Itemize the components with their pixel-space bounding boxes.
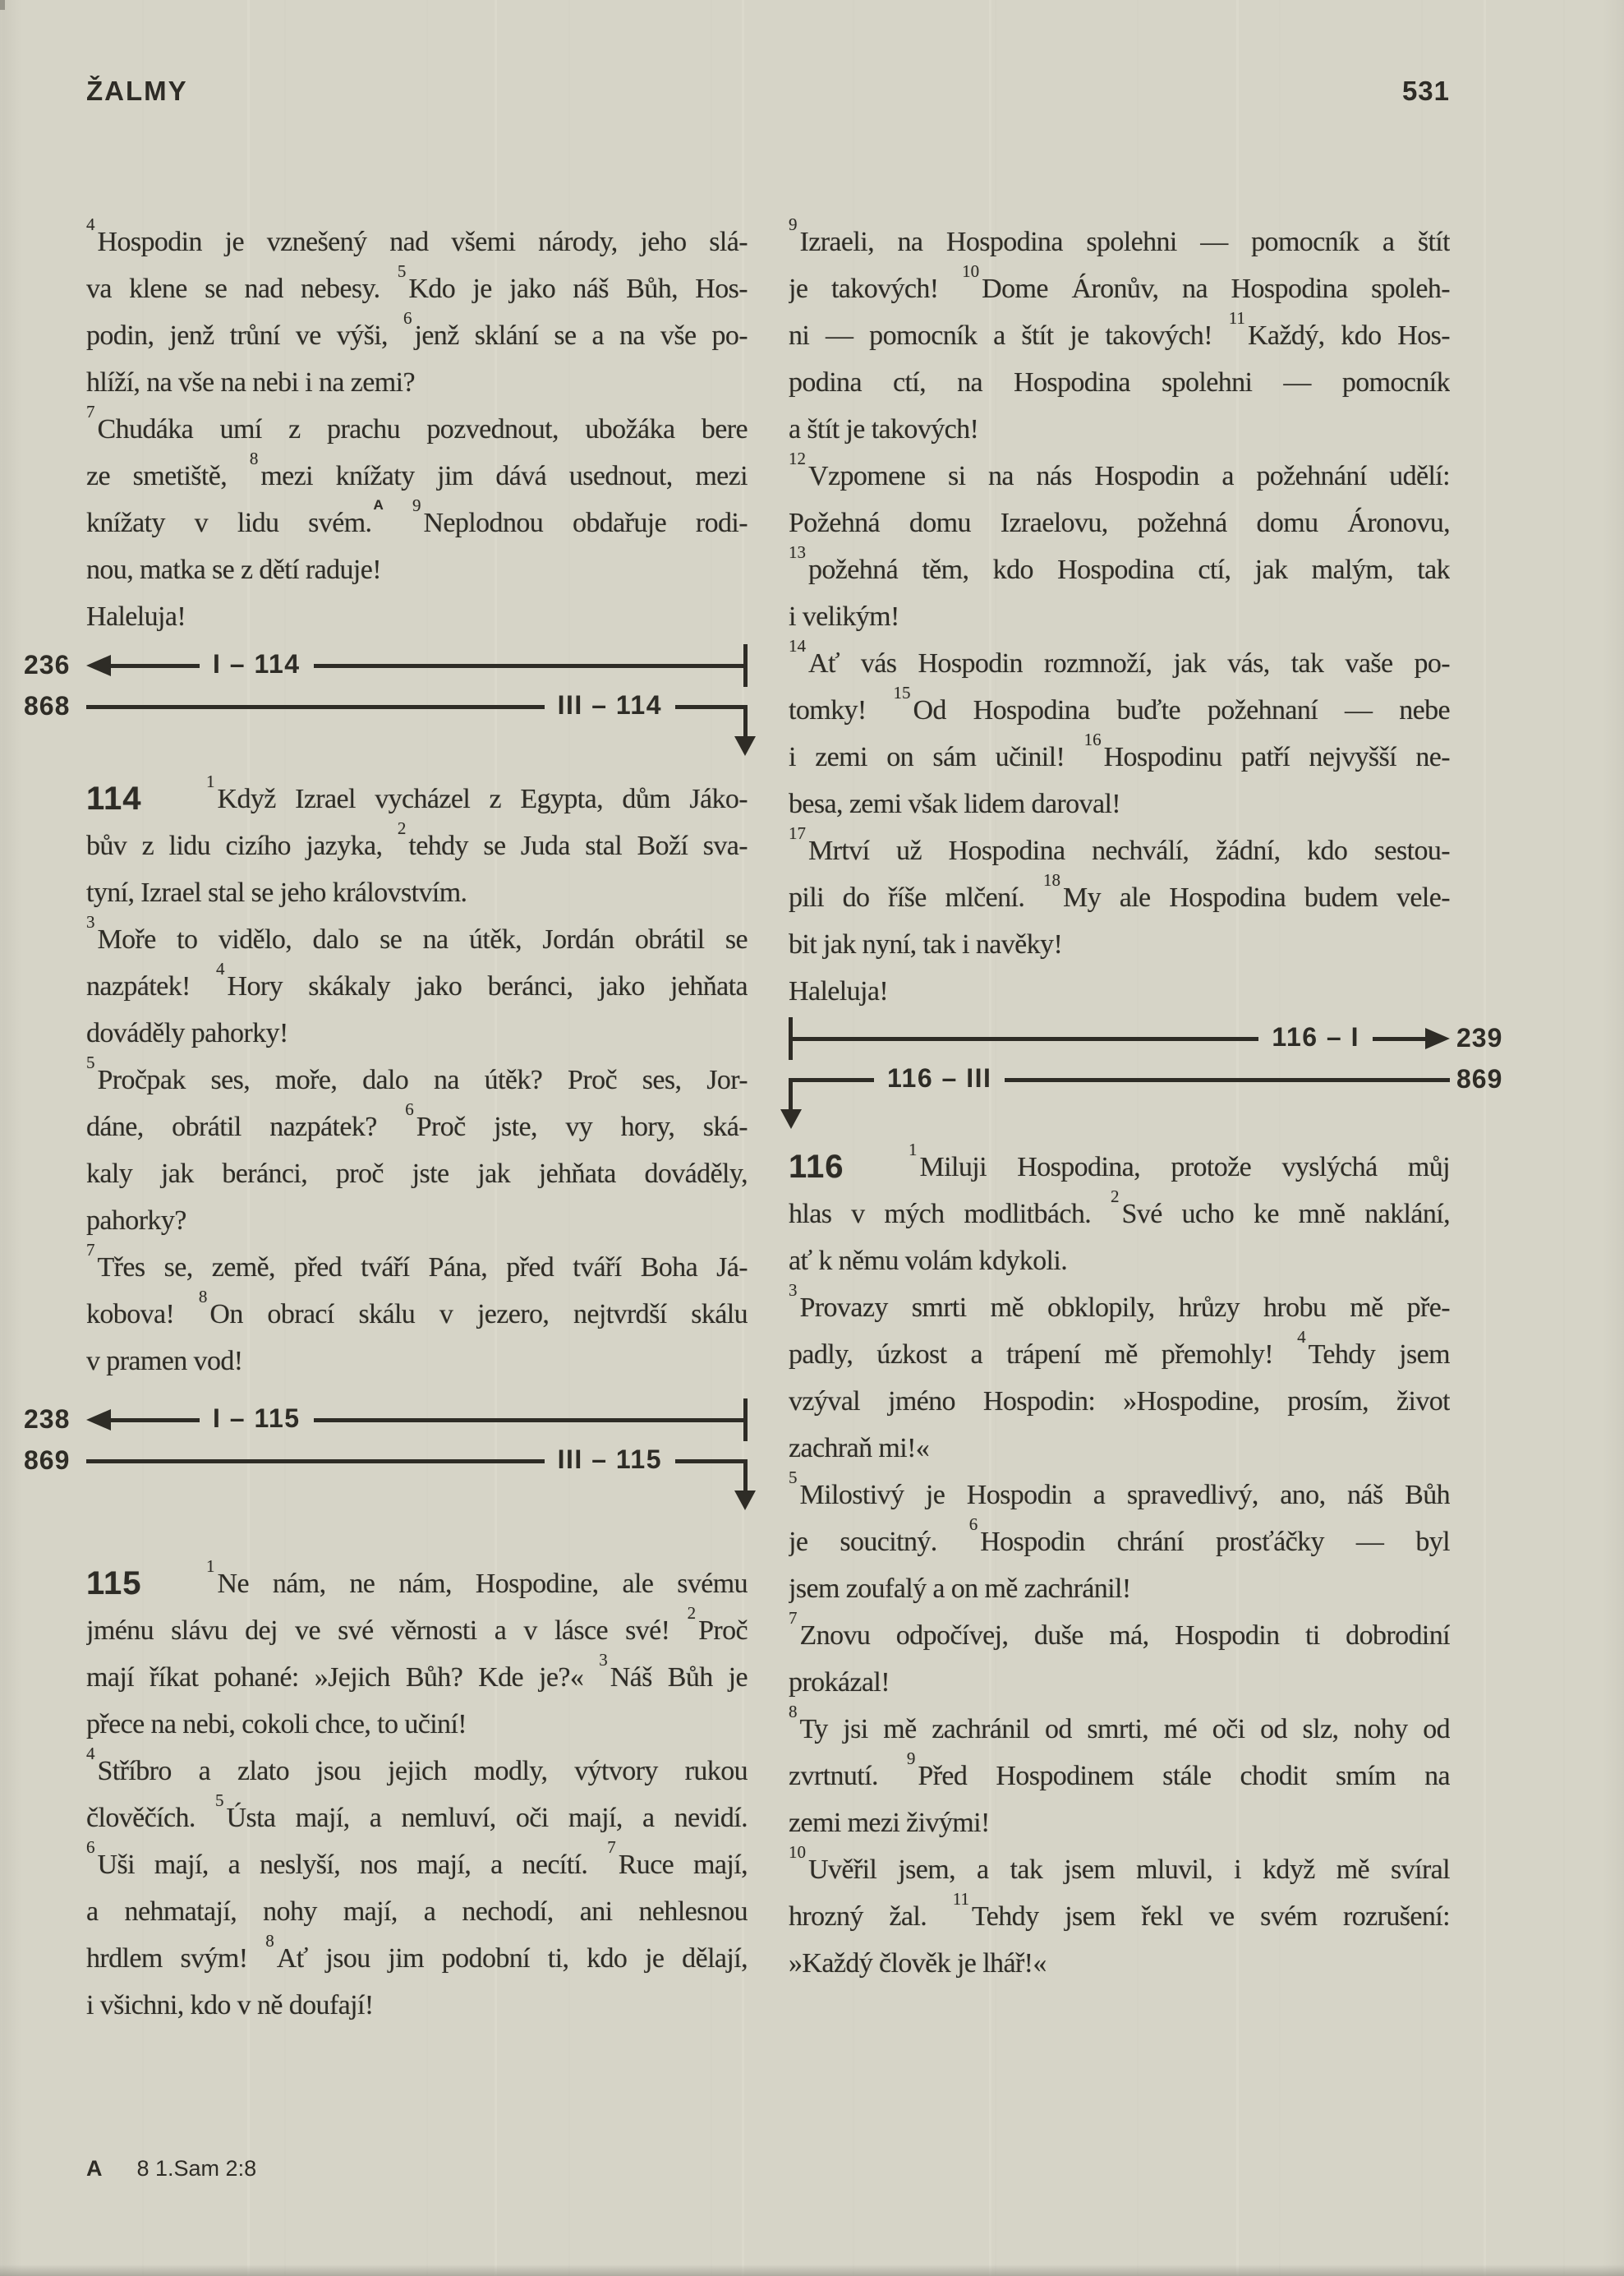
diagram-line <box>111 664 200 668</box>
text-line: 114 $^1$Když Izrael vycházel z Egypta, dům Jáko- <box>86 776 748 822</box>
text-line: jsem zoufalý a on mě zachránil! <box>789 1573 1131 1604</box>
text-line: pili do říše mlčení. $^{18}$My ale Hospodina budem vele- <box>789 874 1450 921</box>
arrow-right-icon <box>1425 1028 1450 1049</box>
diagram-label: 116 – III <box>887 1062 992 1093</box>
verse-number: 4 <box>216 963 225 979</box>
reference-diagram-psalm_114 <box>24 640 748 776</box>
text-line: pahorky? <box>86 1205 186 1236</box>
text-line: ze smetiště, $^8$mezi knížaty jim dává usednout, mezi <box>86 453 748 500</box>
page-number: 531 <box>1401 76 1450 106</box>
text-line: hlas v mých modlitbách. $^2$Své ucho ke mně naklání, <box>789 1191 1450 1237</box>
text-line: i zemi on sám učinil! $^{16}$Hospodinu patří nejvyšší ne- <box>789 734 1450 781</box>
diagram-label: 116 – I <box>1272 1021 1359 1052</box>
text-line: tomky! $^{15}$Od Hospodina buďte požehnaní — nebe <box>789 687 1450 734</box>
text-line: kaly jak beránci, proč jste jak jehňata dováděly, <box>86 1159 748 1189</box>
psalm-text <box>789 219 1450 1015</box>
text-line: vzýval jméno Hospodin: »Hospodine, prosím, život <box>789 1386 1450 1417</box>
text-line: $^7$Znovu odpočívej, duše má, Hospodin ti dobrodiní <box>789 1612 1450 1659</box>
verse-number: 6 <box>968 1518 978 1534</box>
text-line: $^3$Provazy smrti mě obklopily, hrůzy hrobu mě pře- <box>789 1284 1450 1331</box>
arrow-down-icon <box>734 736 756 756</box>
psalm-114-text <box>86 776 748 1384</box>
text-line: i všichni, kdo v ně doufají! <box>86 1990 374 2020</box>
psalm-number: 116 <box>789 1149 844 1185</box>
right-column <box>789 219 1503 1987</box>
verse-number: 11 <box>952 1893 969 1909</box>
diagram-number: 868 <box>24 690 71 721</box>
verse-number: 2 <box>687 1607 697 1623</box>
text-line: a nehmatají, nohy mají, a nechodí, ani nehlesnou <box>86 1896 748 1927</box>
text-line: va klene se nad nebesy. $^5$Kdo je jako náš Bůh, Hos- <box>86 265 748 312</box>
text-line: Požehná domu Izraelovu, požehná domu Áronovu, <box>789 508 1450 538</box>
text-line: v pramen vod! <box>86 1346 243 1376</box>
psalm-115-text <box>86 1560 748 2029</box>
text-line: $^4$Hospodin je vznešený nad všemi národy, jeho slá- <box>86 219 748 265</box>
text-line: podin, jenž trůní ve výši, $^6$jenž sklání se a na vše po- <box>86 312 748 359</box>
verse-number: 5 <box>397 265 407 281</box>
diagram-line <box>86 1459 545 1463</box>
diagram-line <box>86 705 545 709</box>
text-line: a štít je takových! <box>789 414 979 445</box>
text-line: zachraň mi!« <box>789 1433 930 1463</box>
diagram-number: 869 <box>24 1444 71 1475</box>
verse-number: 6 <box>405 1103 414 1119</box>
text-line: $^4$Stříbro a zlato jsou jejich modly, výtvory rukou <box>86 1748 748 1795</box>
psalm-116-text <box>789 1144 1450 1987</box>
diagram-label: III – 115 <box>557 1444 662 1474</box>
verse-number: 14 <box>789 640 806 656</box>
text-line: kobova! $^8$On obrací skálu v jezero, nejtvrdší skálu <box>86 1291 748 1338</box>
verse-number: 7 <box>607 1841 616 1857</box>
arrow-left-icon <box>86 1409 111 1431</box>
verse-number: 9 <box>412 500 421 515</box>
text-line: je soucitný. $^6$Hospodin chrání prosťáčky — byl <box>789 1518 1450 1565</box>
verse-number: 5 <box>86 1057 95 1072</box>
diagram-line <box>1005 1078 1450 1082</box>
text-line: $^8$Ty jsi mě zachránil od smrti, mé oči od slz, nohy od <box>789 1706 1450 1753</box>
arrow-left-icon <box>86 655 111 676</box>
diagram-line <box>789 1037 1258 1041</box>
text-line: Haleluja! <box>789 976 889 1007</box>
diagram-row <box>24 1399 748 1440</box>
diagram-corner-line <box>789 1078 793 1111</box>
diagram-number: 238 <box>24 1403 71 1434</box>
text-line: hrdlem svým! $^8$Ať jsou jim podobní ti, kdo je dělají, <box>86 1935 748 1982</box>
text-line: bův z lidu cizího jazyka, $^2$tehdy se Juda stal Boží sva- <box>86 822 748 869</box>
diagram-line <box>111 1418 200 1422</box>
verse-number: 7 <box>86 1244 95 1260</box>
text-line: dáne, obrátil nazpátek? $^6$Proč jste, vy hory, ská- <box>86 1103 748 1150</box>
text-line: jménu slávu dej ve své věrnosti a v lásce své! $^2$Proč <box>86 1607 748 1654</box>
diagram-number: 239 <box>1456 1022 1503 1053</box>
psalm-number: 114 <box>86 781 142 817</box>
verse-number: 1 <box>206 1560 215 1576</box>
diagram-label: III – 114 <box>557 689 662 720</box>
diagram-row <box>24 645 748 686</box>
text-line: 116 $^1$Miluji Hospodina, protože vyslýchá můj <box>789 1144 1450 1191</box>
verse-number: 8 <box>265 1935 274 1951</box>
reference-diagram-psalm_115 <box>24 1384 748 1560</box>
text-line: $^{13}$požehná těm, kdo Hospodina ctí, jak malým, tak <box>789 546 1450 593</box>
text-line: $^7$Třes se, země, před tváří Pána, před tváří Boha Já- <box>86 1244 748 1291</box>
diagram-number: 869 <box>1456 1063 1503 1094</box>
footnote-text: 8 1.Sam 2:8 <box>136 2156 257 2181</box>
text-line: knížaty v lidu svém.$^A$ $^9$Neplodnou obdařuje rodi- <box>86 500 748 546</box>
text-line: člověčích. $^5$Ústa mají, a nemluví, oči mají, a nevidí. <box>86 1795 748 1841</box>
text-line: i velikým! <box>789 601 899 632</box>
verse-number: 2 <box>1110 1191 1120 1206</box>
text-line: prokázal! <box>789 1667 890 1698</box>
text-line: $^5$Pročpak ses, moře, dalo na útěk? Proč ses, Jor- <box>86 1057 748 1103</box>
diagram-label: I – 114 <box>213 648 301 679</box>
verse-number: 10 <box>962 265 980 281</box>
text-line: $^7$Chudáka umí z prachu pozvednout, ubožáka bere <box>86 406 748 453</box>
text-line: padly, úzkost a trápení mě přemohly! $^4$Tehdy jsem <box>789 1331 1450 1378</box>
verse-number: 3 <box>86 916 95 932</box>
verse-number: 13 <box>789 546 806 562</box>
text-line: »Každý člověk je lhář!« <box>789 1948 1047 1979</box>
text-line: nazpátek! $^4$Hory skákaly jako beránci, jako jehňata <box>86 963 748 1010</box>
note-marker: A <box>373 500 384 513</box>
text-line: zvrtnutí. $^9$Před Hospodinem stále chodit smím na <box>789 1753 1450 1799</box>
reference-diagram-psalm_116 <box>789 1015 1503 1144</box>
text-line: $^3$Moře to vidělo, dalo se na útěk, Jordán obrátil se <box>86 916 748 963</box>
diagram-line <box>314 1418 748 1422</box>
diagram-line <box>789 1078 874 1082</box>
text-line: $^9$Izraeli, na Hospodina spolehni — pomocník a štít <box>789 219 1450 265</box>
psalm-text <box>86 219 748 640</box>
verse-number: 8 <box>249 453 259 468</box>
verse-number: 7 <box>86 406 95 422</box>
text-line: mají říkat pohané: »Jejich Bůh? Kde je?« $^3$Náš Bůh je <box>86 1654 748 1701</box>
text-line: Haleluja! <box>86 601 186 632</box>
verse-number: 1 <box>206 776 215 791</box>
verse-number: 5 <box>789 1472 798 1487</box>
diagram-line <box>1373 1037 1425 1041</box>
book-title: ŽALMY <box>86 76 188 106</box>
verse-number: 9 <box>906 1753 916 1768</box>
diagram-end-tick <box>743 644 748 687</box>
text-line: zemi mezi živými! <box>789 1808 990 1838</box>
text-line: $^{17}$Mrtví už Hospodina nechválí, žádní, kdo sestou- <box>789 827 1450 874</box>
text-line: ni — pomocník a štít je takových! $^{11}$Každý, kdo Hos- <box>789 312 1450 359</box>
diagram-row <box>789 1018 1503 1059</box>
scan-edge-artifact <box>0 0 5 10</box>
diagram-row <box>24 1440 748 1481</box>
text-line: podina ctí, na Hospodina spolehni — pomocník <box>789 367 1450 398</box>
diagram-line <box>675 705 748 709</box>
text-line: přece na nebi, cokoli chce, to učiní! <box>86 1709 467 1739</box>
verse-number: 3 <box>789 1284 798 1300</box>
diagram-line <box>675 1459 748 1463</box>
verse-number: 6 <box>86 1841 95 1857</box>
diagram-label: I – 115 <box>213 1403 301 1433</box>
text-line: $^{12}$Vzpomene si na nás Hospodin a požehnání udělí: <box>789 453 1450 500</box>
text-line: nou, matka se z dětí raduje! <box>86 555 381 585</box>
verse-number: 11 <box>1228 312 1245 328</box>
verse-number: 12 <box>789 453 806 468</box>
text-line: $^5$Milostivý je Hospodin a spravedlivý, ano, náš Bůh <box>789 1472 1450 1518</box>
verse-number: 4 <box>1297 1331 1306 1347</box>
diagram-row <box>24 686 748 727</box>
verse-number: 8 <box>789 1706 798 1721</box>
verse-number: 1 <box>909 1144 918 1159</box>
text-line: dováděly pahorky! <box>86 1018 288 1048</box>
verse-number: 9 <box>789 219 798 234</box>
verse-number: 15 <box>893 687 911 703</box>
text-line: hrozný žal. $^{11}$Tehdy jsem řekl ve svém rozrušení: <box>789 1893 1450 1940</box>
diagram-corner-line <box>743 1459 748 1492</box>
text-line: $^{14}$Ať vás Hospodin rozmnoží, jak vás, tak vaše po- <box>789 640 1450 687</box>
footnote <box>86 2156 256 2182</box>
psalm-number: 115 <box>86 1565 142 1601</box>
diagram-start-tick <box>789 1017 793 1060</box>
verse-number: 8 <box>198 1291 208 1306</box>
text-line: $^6$Uši mají, a neslyší, nos mají, a necítí. $^7$Ruce mají, <box>86 1841 748 1888</box>
text-line: besa, zemi však lidem daroval! <box>789 789 1121 819</box>
text-line: 115 $^1$Ne nám, ne nám, Hospodine, ale svému <box>86 1560 748 1607</box>
text-line: ať k němu volám kdykoli. <box>789 1246 1068 1276</box>
left-column <box>24 219 748 2029</box>
text-line: je takových! $^{10}$Dome Áronův, na Hospodina spoleh- <box>789 265 1450 312</box>
verse-number: 16 <box>1083 734 1102 749</box>
text-line: hlíží, na vše na nebi i na zemi? <box>86 367 415 398</box>
text-line: $^{10}$Uvěřil jsem, a tak jsem mluvil, i když mě svíral <box>789 1846 1450 1893</box>
verse-number: 5 <box>214 1795 224 1810</box>
arrow-down-icon <box>780 1109 802 1129</box>
verse-number: 4 <box>86 1748 95 1763</box>
diagram-end-tick <box>743 1398 748 1441</box>
diagram-line <box>314 664 748 668</box>
verse-number: 3 <box>599 1654 608 1670</box>
arrow-down-icon <box>734 1490 756 1510</box>
verse-number: 7 <box>789 1612 798 1628</box>
diagram-number: 236 <box>24 649 71 680</box>
diagram-corner-line <box>743 705 748 738</box>
verse-number: 2 <box>397 822 407 838</box>
footnote-marker: A <box>86 2156 103 2181</box>
text-line: bit jak nyní, tak i navěky! <box>789 929 1063 960</box>
diagram-row <box>789 1059 1503 1100</box>
verse-number: 4 <box>86 219 95 234</box>
verse-number: 6 <box>403 312 412 328</box>
verse-number: 18 <box>1042 874 1060 890</box>
running-head <box>86 76 1450 108</box>
text-line: tyní, Izrael stal se jeho královstvím. <box>86 878 467 908</box>
verse-number: 17 <box>789 827 806 843</box>
verse-number: 10 <box>789 1846 806 1862</box>
